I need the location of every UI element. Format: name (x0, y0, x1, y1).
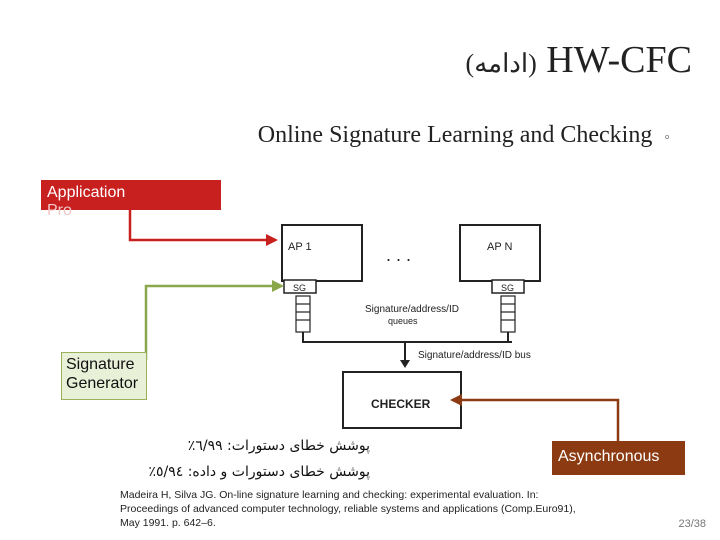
queue-right (501, 296, 515, 332)
signature-generator-callout (61, 352, 147, 400)
signature-label-2: Generator (66, 375, 139, 392)
apn-label: AP N (487, 241, 513, 253)
coverage-instructions-data: پوشش خطای دستورات و داده: ٥/٩٤٪ (148, 464, 370, 480)
checker-label: CHECKER (371, 397, 431, 411)
citation-line-1: Madeira H, Silva JG. On-line signature learning and checking: experimental evaluation. In: (120, 489, 539, 501)
sg-left-label: SG (293, 283, 307, 293)
citation-line-3: May 1991. p. 642–6. (120, 517, 216, 529)
signature-label-1: Signature (66, 356, 135, 373)
application-callout (41, 180, 221, 219)
title-persian: (ادامه) (465, 49, 537, 78)
citation-line-2: Proceedings of advanced computer technology, reliable systems and applications (Comp.Euro91), (120, 503, 576, 515)
queue-label-1: Signature/address/ID (365, 304, 459, 315)
subtitle-text: Online Signature Learning and Checking (257, 122, 653, 148)
coverage-instructions: پوشش خطای دستورات: ٦/٩٩٪ (187, 438, 370, 454)
asynchronous-callout: Asynchronous (552, 441, 685, 475)
apn-box (460, 225, 540, 281)
sg-right-label: SG (501, 283, 515, 293)
ellipsis: . . . (386, 245, 412, 265)
title-latin: HW-CFC (546, 39, 692, 81)
queue-label-2: queues (388, 316, 418, 326)
application-label-1: Application (47, 184, 126, 201)
application-label-2: Pro (47, 202, 72, 219)
bus-arrow-icon (400, 360, 410, 368)
signature-pointer (146, 286, 274, 360)
ap1-label: AP 1 (288, 241, 312, 253)
citation (120, 488, 640, 530)
application-arrow-icon (266, 234, 278, 246)
queue-left (296, 296, 310, 332)
bus-label: Signature/address/ID bus (418, 350, 531, 361)
ap1-box (282, 225, 362, 281)
page-number: 23/38 (678, 518, 706, 530)
async-pointer (460, 400, 618, 441)
bullet-icon: ◦ (664, 129, 670, 146)
